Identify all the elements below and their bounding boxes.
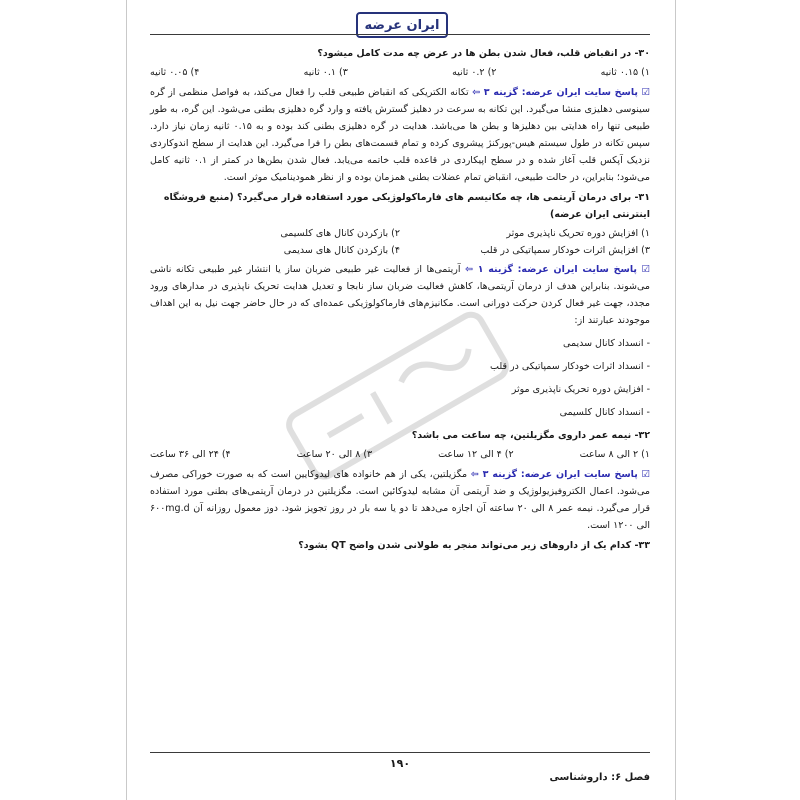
option: ۴) ۲۴ الی ۳۶ ساعت bbox=[150, 449, 231, 460]
bullet-item: - انسداد اثرات خودکار سمپاتیکی در قلب bbox=[489, 361, 650, 372]
checkbox-icon: ☑ bbox=[641, 87, 650, 98]
answer-tag: پاسخ سایت ایران عرضه: گزینه ۳ ⇦ bbox=[472, 87, 638, 98]
option: ۴) بازکردن کانال های سدیمی bbox=[283, 245, 400, 256]
checkbox-icon: ☑ bbox=[641, 469, 650, 480]
page-content bbox=[150, 42, 650, 556]
option: ۲) ۴ الی ۱۲ ساعت bbox=[438, 449, 514, 460]
bullet-item: - انسداد کانال سدیمی bbox=[563, 338, 650, 349]
option: ۲) ۰.۲ ثانیه bbox=[452, 67, 497, 78]
answer-31 bbox=[150, 261, 650, 329]
question-32-options bbox=[150, 446, 650, 463]
answer-text: تکانه الکتریکی که انقباض طبیعی قلب را فعال می‌کند، به فواصل منظمی از گره سینوسی دهلیزی منشا می‌گیرد. این تکانه به سرعت در دهلیز گسترش یافته و وارد گره دهلیزی بطنی می‌شود. این گره، به طور طبیعی تنها راه هدایتی بین دهلیزها و بطن ها می‌باشد. هدایت در گره دهلیزی بطنی کند بوده و به ۰.۱۵ ثانیه زمان نیاز دارد. سپس تکانه در طول سیستم هیس-پورکنژ پیشروی کرده و تمام قسمت‌های بطن را فرا می‌گیرد. این هدایت از سطح اندوکاردی نزدیک آپکس قلب آغاز شده و در سطح اپیکاردی در قاعده قلب خاتمه می‌یابد. فعال شدن بطن‌ها در کمتر از ۰.۱ ثانیه کامل می‌شود؛ بنابراین، در حالت طبیعی، انقباض تمام عضلات بطنی همزمان بوده و از نظر همودینامیک موثر است. bbox=[150, 87, 650, 183]
answer-tag: پاسخ سایت ایران عرضه: گزینه ۱ ⇦ bbox=[464, 264, 637, 275]
option: ۳) ۸ الی ۲۰ ساعت bbox=[296, 449, 373, 460]
option: ۱) افزایش دوره تحریک ناپذیری موثر bbox=[506, 228, 650, 239]
header-divider bbox=[150, 34, 650, 35]
option: ۱) ۰.۱۵ ثانیه bbox=[600, 67, 650, 78]
option: ۳) افزایش اثرات خودکار سمپاتیکی در قلب bbox=[480, 245, 650, 256]
chapter-title: فصل ۶: داروشناسی bbox=[549, 772, 650, 783]
answer-tag: پاسخ سایت ایران عرضه: گزینه ۳ ⇦ bbox=[470, 469, 638, 480]
answer-30 bbox=[150, 84, 650, 186]
option: ۱) ۲ الی ۸ ساعت bbox=[579, 449, 650, 460]
option: ۳) ۰.۱ ثانیه bbox=[303, 67, 348, 78]
page-number: ۱۹۰ bbox=[389, 757, 411, 770]
question-31-options bbox=[150, 225, 650, 259]
bullet-item: - انسداد کانال کلسیمی bbox=[559, 407, 650, 418]
answer-text: آریتمی‌ها از فعالیت غیر طبیعی ضربان ساز یا انتشار غیر طبیعی تکانه ناشی می‌شوند. بنابراین هدف از درمان آریتمی‌ها، کاهش فعالیت ضربان ساز نابجا و تعدیل هدایت تحریک ناپذیری در مدارهای ورود مجدد، جهت غیر فعال کردن حرکت دورانی است. مکانیزم‌های فارماکولوژیکی عمده‌ای که در حال حاضر جهت نیل به این اهداف موجودند عبارتند از: bbox=[150, 264, 650, 326]
question-33: ۳۳- کدام یک از داروهای زیر می‌تواند منجر به طولانی شدن واضح QT بشود؟ bbox=[298, 540, 650, 551]
checkbox-icon: ☑ bbox=[641, 264, 650, 275]
question-30: ۳۰- در انقباض قلب، فعال شدن بطن ها در عرض چه مدت کامل میشود؟ bbox=[317, 48, 650, 59]
question-31: ۳۱- برای درمان آریتمی ها، چه مکانیسم های فارماکولوژیکی مورد استفاده قرار می‌گیرد؟ (منبع فروشگاه اینترنتی ایران عرضه) bbox=[163, 192, 650, 220]
question-32: ۳۲- نیمه عمر داروی مگزیلتین، چه ساعت می باشد؟ bbox=[411, 430, 650, 441]
option: ۲) بازکردن کانال های کلسیمی bbox=[280, 228, 400, 239]
footer-divider bbox=[150, 752, 650, 753]
answer-text: مگزیلتین، یکی از هم خانواده های لیدوکایین است که به صورت خوراکی مصرف می‌شود. اعمال الکتروفیزیولوژیک و ضد آریتمی آن مشابه لیدوکائین است. مگزیلتین در درمان آریتمی‌های بطنی مورد استفاده قرار می‌گیرد. نیمه عمر ۸ الی ۲۰ ساعته آن اجازه می‌دهد تا دو یا سه بار در روز تجویز شود. دوز معمول روزانه آن ۶۰۰mg.d الی ۱۲۰۰ است. bbox=[150, 469, 650, 531]
bullet-item: - افزایش دوره تحریک ناپذیری موثر bbox=[511, 384, 650, 395]
question-30-options bbox=[150, 64, 650, 81]
answer-32 bbox=[150, 466, 650, 534]
option: ۴) ۰.۰۵ ثانیه bbox=[150, 67, 200, 78]
logo-text: ایران عرضه bbox=[364, 17, 440, 33]
